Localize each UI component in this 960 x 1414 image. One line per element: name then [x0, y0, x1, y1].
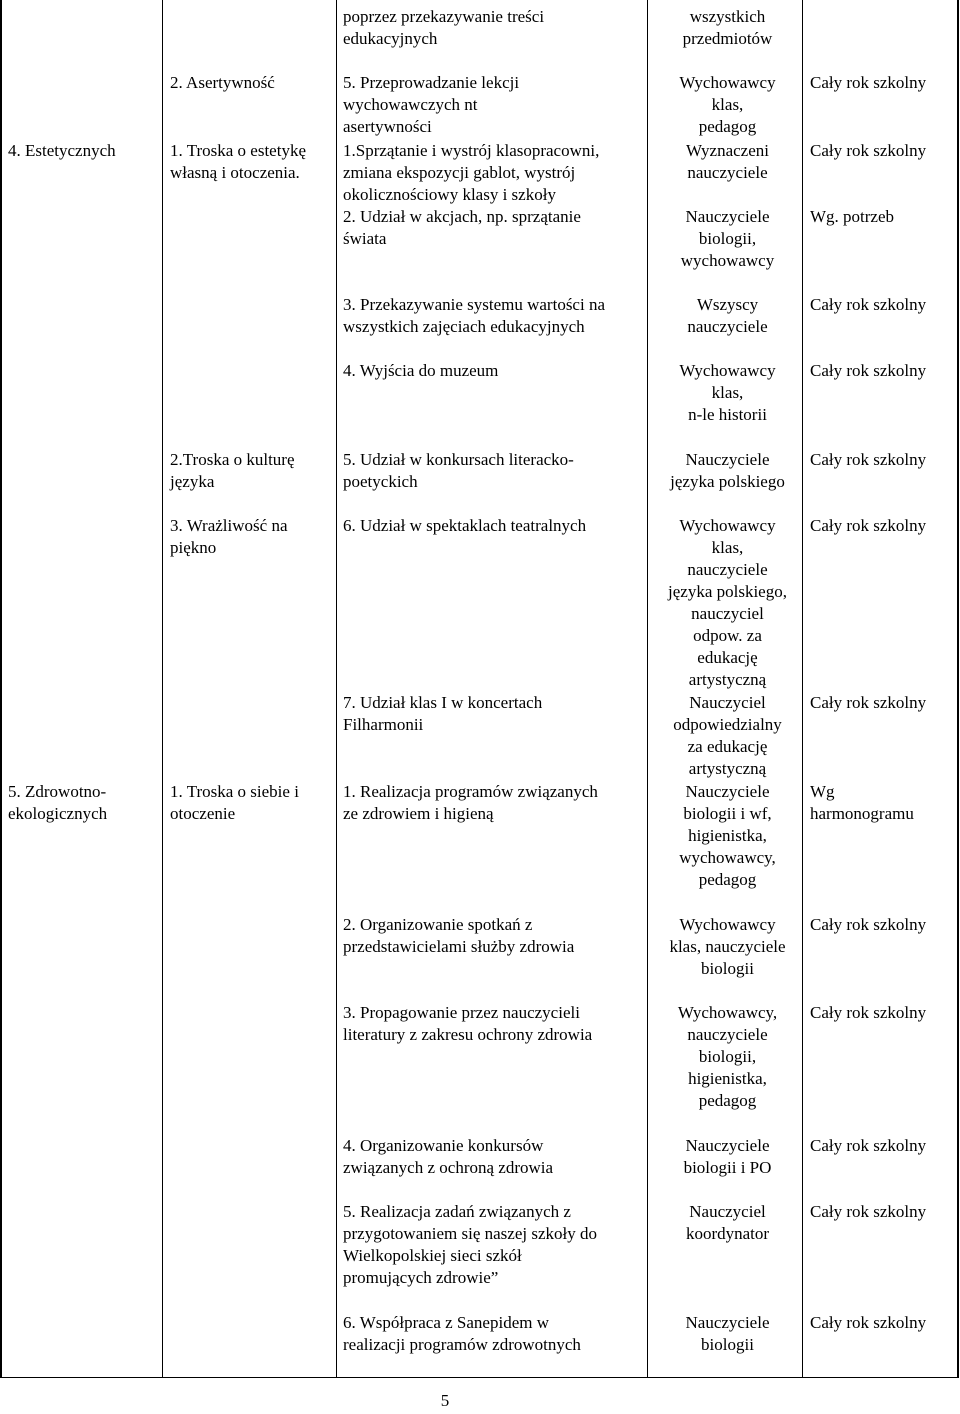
deadline-cell: Wg. potrzeb	[810, 207, 895, 226]
deadline-cell: Cały rok szkolny	[810, 693, 927, 712]
column-divider-3	[647, 0, 648, 1378]
responsible-cell: Wychowawcy, nauczyciele biologii, higienistka, pedagog	[677, 1003, 778, 1110]
task-cell: 4. Organizowanie konkursów związanych z ochroną zdrowia	[343, 1136, 554, 1177]
column-divider-2	[336, 0, 337, 1378]
responsible-cell: Nauczyciele biologii	[685, 1313, 770, 1354]
task-cell: 1.Sprzątanie i wystrój klasopracowni, zmiana ekspozycji gablot, wystrój okolicznościowy klasy i szkoły	[343, 141, 600, 204]
responsible-cell: Wychowawcy klas, n-le historii	[679, 361, 776, 424]
table-right-border	[957, 0, 959, 1378]
deadline-cell: Wg harmonogramu	[810, 782, 914, 823]
task-cell: 5. Udział w konkursach literacko- poetyckich	[343, 450, 574, 491]
deadline-cell: Cały rok szkolny	[810, 295, 927, 314]
goal-cell: 1. Troska o siebie i otoczenie	[170, 782, 299, 823]
category-cell: 5. Zdrowotno- ekologicznych	[8, 782, 108, 823]
table-bottom-border	[0, 1377, 959, 1378]
page-number: 5	[440, 1391, 450, 1410]
task-cell: 5. Realizacja zadań związanych z przygotowaniem się naszej szkoły do Wielkopolskiej sieci szkół promujących zdrowie”	[343, 1202, 597, 1287]
responsible-cell: Nauczyciel koordynator	[685, 1202, 770, 1243]
deadline-cell: Cały rok szkolny	[810, 516, 927, 535]
deadline-cell: Cały rok szkolny	[810, 1202, 927, 1221]
responsible-cell: Wychowawcy klas, nauczyciele biologii	[669, 915, 786, 978]
column-divider-1	[162, 0, 163, 1378]
deadline-cell: Cały rok szkolny	[810, 915, 927, 934]
responsible-cell: Nauczyciele języka polskiego	[670, 450, 785, 491]
column-divider-4	[802, 0, 803, 1378]
task-cell: 6. Współpraca z Sanepidem w realizacji programów zdrowotnych	[343, 1313, 581, 1354]
task-cell: poprzez przekazywanie treści edukacyjnych	[343, 7, 545, 48]
task-cell: 3. Przekazywanie systemu wartości na wszystkich zajęciach edukacyjnych	[343, 295, 605, 336]
responsible-cell: Nauczyciel odpowiedzialny za edukację artystyczną	[673, 693, 782, 778]
task-cell: 6. Udział w spektaklach teatralnych	[343, 516, 587, 535]
task-cell: 2. Udział w akcjach, np. sprzątanie świata	[343, 207, 581, 248]
deadline-cell: Cały rok szkolny	[810, 1003, 927, 1022]
deadline-cell: Cały rok szkolny	[810, 450, 927, 469]
task-cell: 4. Wyjścia do muzeum	[343, 361, 499, 380]
deadline-cell: Cały rok szkolny	[810, 1136, 927, 1155]
goal-cell: 3. Wrażliwość na piękno	[170, 516, 288, 557]
table-left-border	[0, 0, 2, 1378]
responsible-cell: Wychowawcy klas, nauczyciele języka polskiego, nauczyciel odpow. za edukację artystyczną	[668, 516, 787, 689]
task-cell: 5. Przeprowadzanie lekcji wychowawczych nt asertywności	[343, 73, 520, 136]
deadline-cell: Cały rok szkolny	[810, 1313, 927, 1332]
responsible-cell: Nauczyciele biologii i PO	[683, 1136, 772, 1177]
responsible-cell: Wyznaczeni nauczyciele	[686, 141, 769, 182]
responsible-cell: Nauczyciele biologii, wychowawcy	[680, 207, 775, 270]
task-cell: 1. Realizacja programów związanych ze zdrowiem i higieną	[343, 782, 598, 823]
task-cell: 7. Udział klas I w koncertach Filharmonii	[343, 693, 543, 734]
goal-cell: 2. Asertywność	[170, 73, 275, 92]
deadline-cell: Cały rok szkolny	[810, 73, 927, 92]
goal-cell: 2.Troska o kulturę języka	[170, 450, 295, 491]
responsible-cell: wszystkich przedmiotów	[682, 7, 773, 48]
goal-cell: 1. Troska o estetykę własną i otoczenia.	[170, 141, 306, 182]
responsible-cell: Wychowawcy klas, pedagog	[679, 73, 776, 136]
task-cell: 2. Organizowanie spotkań z przedstawicielami służby zdrowia	[343, 915, 575, 956]
task-cell: 3. Propagowanie przez nauczycieli literatury z zakresu ochrony zdrowia	[343, 1003, 593, 1044]
deadline-cell: Cały rok szkolny	[810, 141, 927, 160]
deadline-cell: Cały rok szkolny	[810, 361, 927, 380]
responsible-cell: Nauczyciele biologii i wf, higienistka, wychowawcy, pedagog	[679, 782, 776, 889]
category-cell: 4. Estetycznych	[8, 141, 116, 160]
responsible-cell: Wszyscy nauczyciele	[687, 295, 768, 336]
